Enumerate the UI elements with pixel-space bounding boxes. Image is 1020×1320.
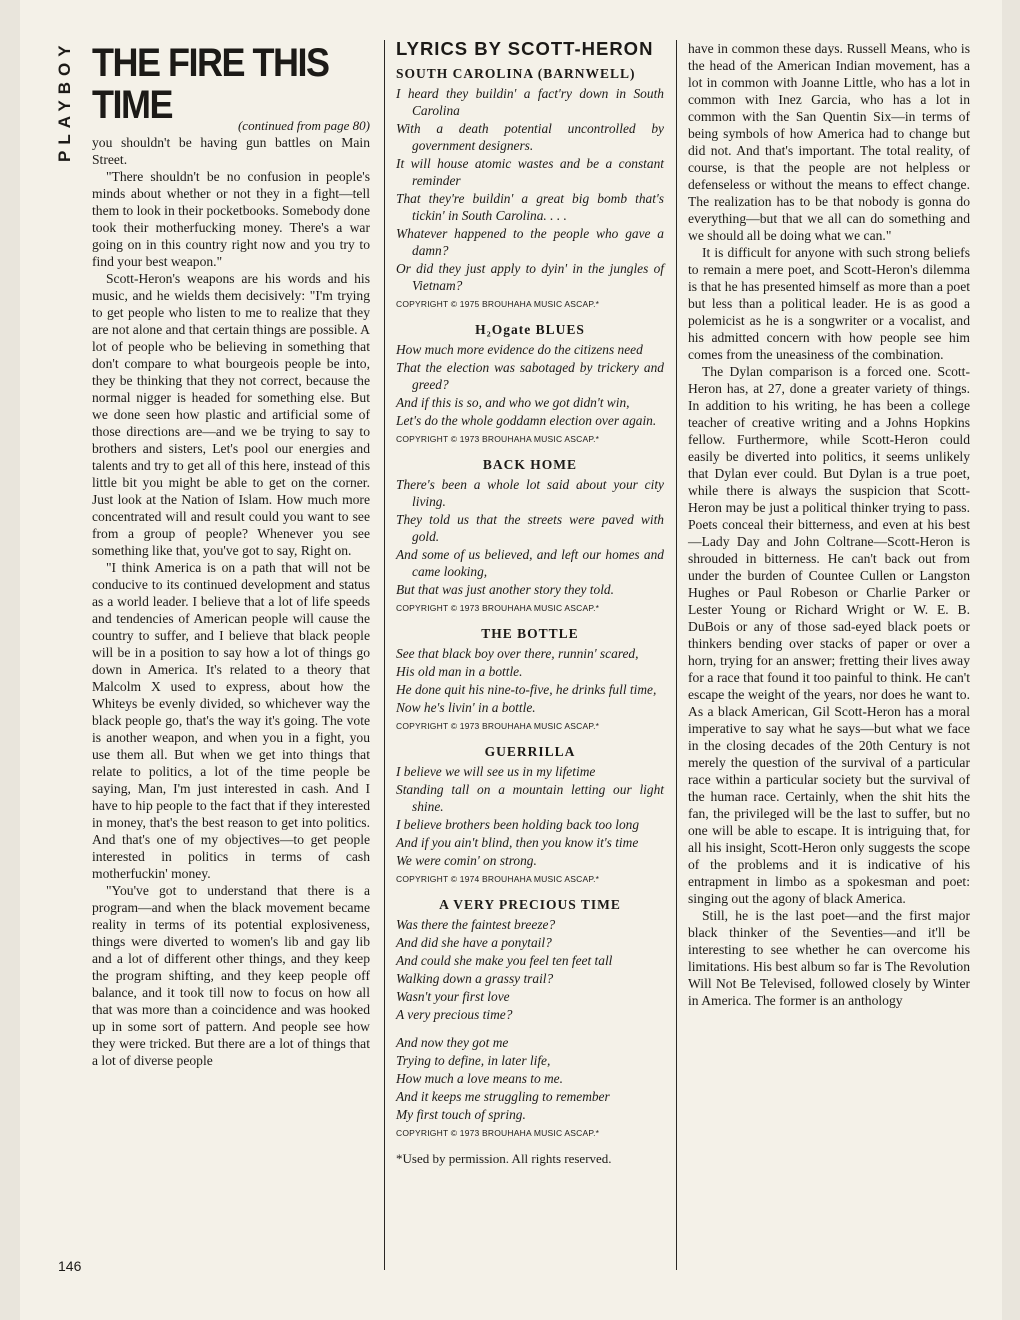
- lyric-line: And it keeps me struggling to remember: [396, 1089, 610, 1104]
- lyric-line: And did she have a ponytail?: [396, 935, 552, 950]
- column-rule-left: [384, 40, 385, 1270]
- lyric-line: And could she make you feel ten feet tall: [396, 953, 613, 968]
- lyric-line: Or did they just apply to dyin' in the jungles of Vietnam?: [396, 261, 664, 293]
- song-title: BACK HOME: [482, 457, 578, 472]
- column-rule-right: [676, 40, 677, 1270]
- lyric-line: That the election was sabotaged by trickery and greed?: [396, 360, 664, 392]
- lyric-line: It will house atomic wastes and be a constant reminder: [396, 156, 664, 188]
- lyric-line: And if this is so, and who we got didn't win,: [396, 395, 630, 410]
- article-paragraph: It is difficult for anyone with such strong beliefs to remain a mere poet, and Scott-Heron's dilemma is that he has presented himself as more than a poet but less than a political leader. He is as good a polemicist as he is a songwriter or a vocalist, and his admitted concern with how people see him comes from the uneasiness of the combination.: [688, 245, 970, 362]
- article-paragraph: have in common these days. Russell Means, who is the head of the American Indian movement, has a lot in common with Joanne Little, who has a lot in common with Inez Garcia, who has a lot in common with the San Quentin Six—in terms of being symbols of how America had to change but did not. And that's important. The total reality, of course, is that the people are not helpless or defenseless or without the means to effect change. The realization has to be that nobody is gonna do everything—but that we all can do something and we should all be doing what we can.": [688, 41, 970, 243]
- stanza-gap: [396, 1024, 664, 1034]
- lyric-line: Let's do the whole goddamn election over again.: [396, 413, 657, 428]
- song-copyright: COPYRIGHT © 1974 BROUHAHA MUSIC ASCAP.*: [396, 874, 600, 884]
- lyric-line: My first touch of spring.: [396, 1107, 526, 1122]
- article-paragraph: "There shouldn't be no confusion in people's minds about whether or not they in a fight—tell them to look in their pocketbooks. Somebody done took their motherfucking money. There's a war going on in this country right now and you try to find your best weapon.": [92, 169, 370, 269]
- lyric-line: How much a love means to me.: [396, 1071, 563, 1086]
- song-title: THE BOTTLE: [481, 626, 579, 641]
- article-paragraph: "You've got to understand that there is a program—and when the black movement became reality in terms of its potential explosiveness, things were diverted to women's lib and gay lib and a lot of different other things, and they keep the program shifting, and they keep people off balance, and it took till now to focus on how all that was more than a coincidence and was hooked up in some sort of pattern. And people see how they were tricked. But there are a lot of things that a lot of diverse people: [92, 883, 370, 1068]
- continued-note: (continued from page 80): [237, 118, 370, 133]
- lyric-line: We were comin' on strong.: [396, 853, 537, 868]
- song-title: H₂Ogate BLUES: [475, 322, 585, 337]
- lyric-line: There's been a whole lot said about your city living.: [396, 477, 664, 509]
- song-title: A VERY PRECIOUS TIME: [439, 897, 621, 912]
- lyric-line: And some of us believed, and left our homes and came looking,: [396, 547, 664, 579]
- song-copyright: COPYRIGHT © 1973 BROUHAHA MUSIC ASCAP.*: [396, 603, 600, 613]
- lyric-line: I heard they buildin' a fact'ry down in South Carolina: [396, 86, 664, 118]
- lyric-line: And if you ain't blind, then you know it's time: [396, 835, 639, 850]
- lyric-line: Now he's livin' in a bottle.: [396, 700, 536, 715]
- magazine-name: PLAYBOY: [55, 39, 74, 162]
- lyric-line: Trying to define, in later life,: [396, 1053, 551, 1068]
- lyric-line: Whatever happened to the people who gave a damn?: [396, 226, 664, 258]
- lyric-line: Walking down a grassy trail?: [396, 971, 554, 986]
- song-title: SOUTH CAROLINA (BARNWELL): [396, 66, 636, 81]
- lyric-line: I believe brothers been holding back too long: [396, 817, 640, 832]
- song-copyright: COPYRIGHT © 1973 BROUHAHA MUSIC ASCAP.*: [396, 434, 600, 444]
- lyrics-heading: LYRICS BY SCOTT-HERON: [396, 38, 654, 59]
- lyrics-column: [396, 40, 664, 1167]
- article-paragraph: The Dylan comparison is a forced one. Scott-Heron has, at 27, done a greater variety of things. In addition to his writing, he has been a college teacher of creative writing and a Johns Hopkins fellow. Furthermore, while Scott-Heron could easily be diverted into politics, it seems unlikely that Dylan ever could. But Dylan is a true poet, while there is always the suspicion that Scott-Heron may be just a political thinker trying to pass. Poets conceal their bitterness, and even at his best—Lady Day and John Coltrane—Scott-Heron is shrouded in bitterness. He can't back out from under the burden of Countee Cullen or Langston Hughes or Paul Robeson or Charlie Parker or Lester Young or Richard Wright or W. E. B. DuBois or any of those sad-eyed black poets or thinkers bending over stacks of paper or over a horn, trying for an answer; fretting their lives away for a race that found it too painful to think. He can't escape the weight of the years, nor does he want to. As a black American, Gil Scott-Heron has a moral imperative to say what he says—but what we face in the closing decades of the 20th Century is not merely the question of the survival of a particular race within a particular society but the survival of the human race. Certainly, when the shit hits the fan, the privileged will be the last to suffer, but no one will be able to escape. It is intriguing that, for all his insight, Scott-Heron only suggests the scope of the problems and it is indicative of his entrapment in limbo as a spokesman and poet: singing out the agony of black America.: [688, 364, 970, 906]
- article-paragraph: Still, he is the last poet—and the first major black thinker of the Seventies—and it'll be interesting to see whether he can overcome his limitations. His best album so far is The Revolution Will Not Be Televised, followed closely by Winter in America. The former is an anthology: [688, 908, 970, 1008]
- column-1-body: [92, 134, 370, 1069]
- article-paragraph: Scott-Heron's weapons are his words and his music, and he wields them decisively: "I'm trying to get people who listen to me to realize that they are not alone and that certain things are possible. A lot of people who be believing in something that don't compare to what bourgeois people be into, they be thinking that they not correct, because the normal nigger is headed for something else. But we done seen how plastic and artificial some of those directions are—and we be trying to say to brothers and sisters, Let's pool our energies and talents and try to get all of this here, instead of this little bit you might be able to get on the corner. Just look at the Nation of Islam. How much more concentrated will and result could you want to see from a group of people? Whenever you see something like that, you've got to say, Right on.: [92, 271, 370, 558]
- song-copyright: COPYRIGHT © 1975 BROUHAHA MUSIC ASCAP.*: [396, 299, 600, 309]
- lyric-line: Wasn't your first love: [396, 989, 510, 1004]
- article-column-3: [688, 40, 970, 1009]
- article-paragraph: you shouldn't be having gun battles on Main Street.: [92, 135, 370, 167]
- lyric-line: That they're buildin' a great big bomb that's tickin' in South Carolina. . . .: [396, 191, 664, 223]
- lyric-line: With a death potential uncontrolled by government designers.: [396, 121, 664, 153]
- lyrics-footnote: *Used by permission. All rights reserved.: [396, 1151, 612, 1166]
- article-headline: THE FIRE THIS TIME: [92, 39, 329, 127]
- page-number: 146: [58, 1258, 82, 1274]
- lyric-line: A very precious time?: [396, 1007, 513, 1022]
- lyric-line: They told us that the streets were paved with gold.: [396, 512, 664, 544]
- lyric-line: He done quit his nine-to-five, he drinks full time,: [396, 682, 657, 697]
- lyric-line: Was there the faintest breeze?: [396, 917, 556, 932]
- song-copyright: COPYRIGHT © 1973 BROUHAHA MUSIC ASCAP.*: [396, 1128, 600, 1138]
- song-title: GUERRILLA: [484, 744, 576, 759]
- lyric-line: I believe we will see us in my lifetime: [396, 764, 596, 779]
- article-paragraph: "I think America is on a path that will not be conducive to its continued development and status as a world leader. I believe that a lot of life speeds and tendencies of American people will cause the country to suffer, and I believe that black people will be in a position to say how a lot of things go down in America. It's related to a theory that Malcolm X used to express, about how the Whiteys be evenly divided, so whichever way the black people go, that's the way it's going. The vote is another weapon, and when you in a fight, you use them all. But when we get into things that relate to politics, a lot of the time people be saying, Man, I'm just interested in cash. And I have to hip people to the fact that if they interested in money, that's the best reason to get into politics. And that's one of my objectives—to get people interested in politics in terms of cash motherfuckin' money.: [92, 560, 370, 881]
- lyric-line: See that black boy over there, runnin' scared,: [396, 646, 639, 661]
- lyric-line: But that was just another story they told.: [396, 582, 614, 597]
- lyrics-list: [396, 65, 664, 1142]
- lyric-line: How much more evidence do the citizens need: [396, 342, 643, 357]
- lyric-line: And now they got me: [396, 1035, 509, 1050]
- column-3-body: [688, 40, 970, 1009]
- song-copyright: COPYRIGHT © 1973 BROUHAHA MUSIC ASCAP.*: [396, 721, 600, 731]
- article-column-1: [92, 40, 370, 1069]
- magazine-page: [20, 0, 1002, 1320]
- lyric-line: His old man in a bottle.: [396, 664, 523, 679]
- lyric-line: Standing tall on a mountain letting our light shine.: [396, 782, 664, 814]
- sidebar-magazine-name: [48, 40, 82, 200]
